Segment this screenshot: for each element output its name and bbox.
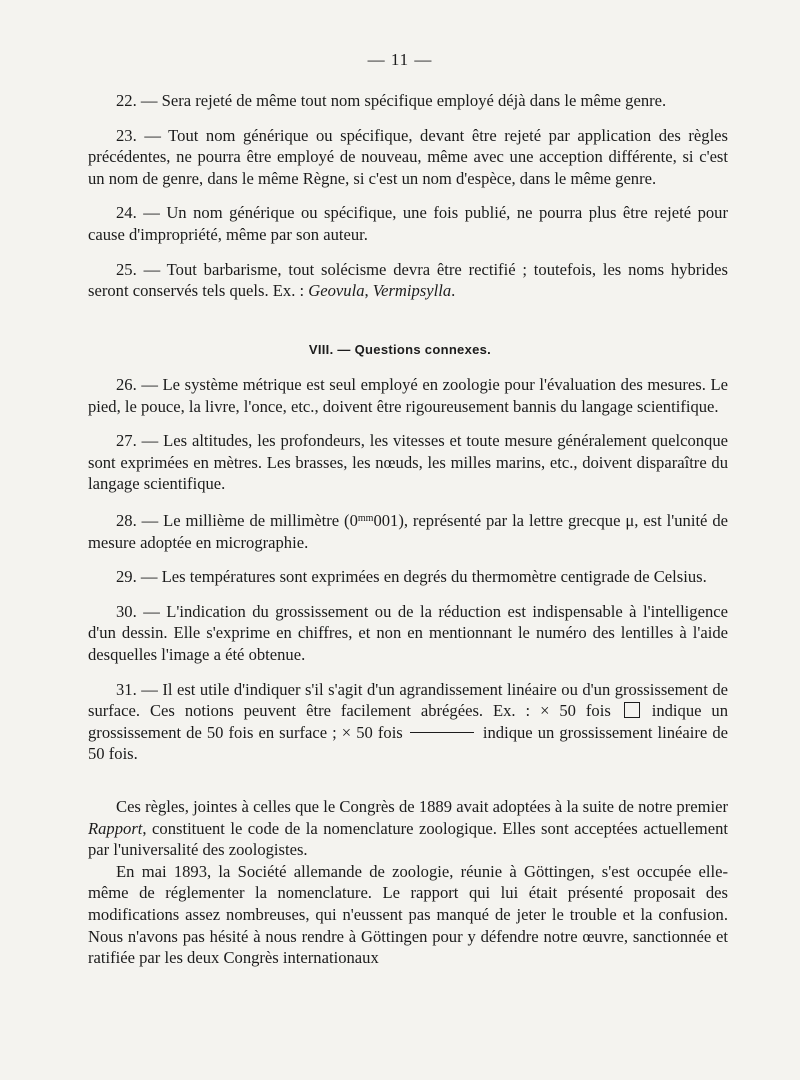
- rules-section-2: [88, 374, 728, 765]
- closing-section: [88, 796, 728, 969]
- rule-22: 22. — Sera rejeté de même tout nom spécifique employé déjà dans le même genre.: [116, 91, 667, 110]
- example-vermipsylla: Vermipsylla: [372, 281, 452, 301]
- rules-section-1: [88, 90, 728, 302]
- horizontal-line-icon: [410, 732, 474, 733]
- closing-paragraph-1: Ces règles, jointes à celles que le Congrès de 1889 avait adoptées à la suite de notre premier Rapport, constituent le code de la nomenclature zoologique. Elles sont acceptées actuellement par l'universalité des zoologistes.: [88, 797, 728, 860]
- rule-29: 29. — Les températures sont exprimées en degrés du thermomètre centigrade de Celsius.: [116, 567, 707, 587]
- rule-27: 27. — Les altitudes, les profondeurs, les vitesses et toute mesure généralement quelconque sont exprimées en mètres. Les brasses, les nœuds, les milles marins, etc., doivent disparaître du langage scientifique.: [88, 431, 728, 494]
- section-heading: VIII. — Questions connexes.: [308, 342, 492, 357]
- rule-28: 28. — Le millième de millimètre $(0^{mm}001)$, représenté par la lettre grecque μ, est l'unité de mesure adoptée en micrographie.: [88, 510, 728, 552]
- unit-mm: mm: [357, 512, 374, 524]
- closing-paragraph-2: En mai 1893, la Société allemande de zoologie, réunie à Göttingen, s'est occupée elle-même de réglementer la nomenclature. Le rapport qui lui était présenté proposait des modifications assez nombreuses, qui n'eussent pas manqué de jeter le trouble et la confusion. Nous n'avons pas hésité à nous rendre à Göttingen pour y défendre notre œuvre, sanctionnée et ratifiée par les deux Congrès internationaux: [88, 861, 728, 968]
- rule-25: 25. — Tout barbarisme, tout solécisme devra être rectifié ; toutefois, les noms hybrides seront conservés tels quels. Ex. : Geovula, Vermipsylla.: [88, 259, 728, 301]
- rapport-title: Rapport: [88, 818, 143, 838]
- rule-24: 24. — Un nom générique ou spécifique, une fois publié, ne pourra plus être rejeté pour cause d'impropriété, même par son auteur.: [88, 203, 728, 244]
- rule-26: 26. — Le système métrique est seul employé en zoologie pour l'évaluation des mesures. Le pied, le pouce, la livre, l'once, etc., doivent être rigoureusement bannis du langage scientifique.: [88, 375, 729, 416]
- square-box-icon: [624, 702, 640, 718]
- rule-23: 23. — Tout nom générique ou spécifique, devant être rejeté par application des règles précédentes, ne pourra être employé de nouveau, même avec une acception différente, si c'est un nom de genre, dans le même Règne, si c'est un nom d'espèce, dans le même genre.: [88, 125, 729, 188]
- rule-31: 31. — Il est utile d'indiquer s'il s'agit d'un agrandissement linéaire ou d'un grossissement de surface. Ces notions peuvent être facilement abrégées. Ex. : × 50 fois indique un grossissement de 50 fois en surface ; × 50 fois indique un grossissement linéaire de 50 fois.: [88, 679, 729, 764]
- rule-30: 30. — L'indication du grossissement ou de la réduction est indispensable à l'intelligence d'un dessin. Elle s'exprime en chiffres, et non en mentionnant le numéro des lentilles à l'aide desquelles l'image a été obtenue.: [88, 601, 728, 664]
- page-number: — 11 —: [367, 50, 433, 69]
- example-geovula: Geovula: [308, 281, 365, 301]
